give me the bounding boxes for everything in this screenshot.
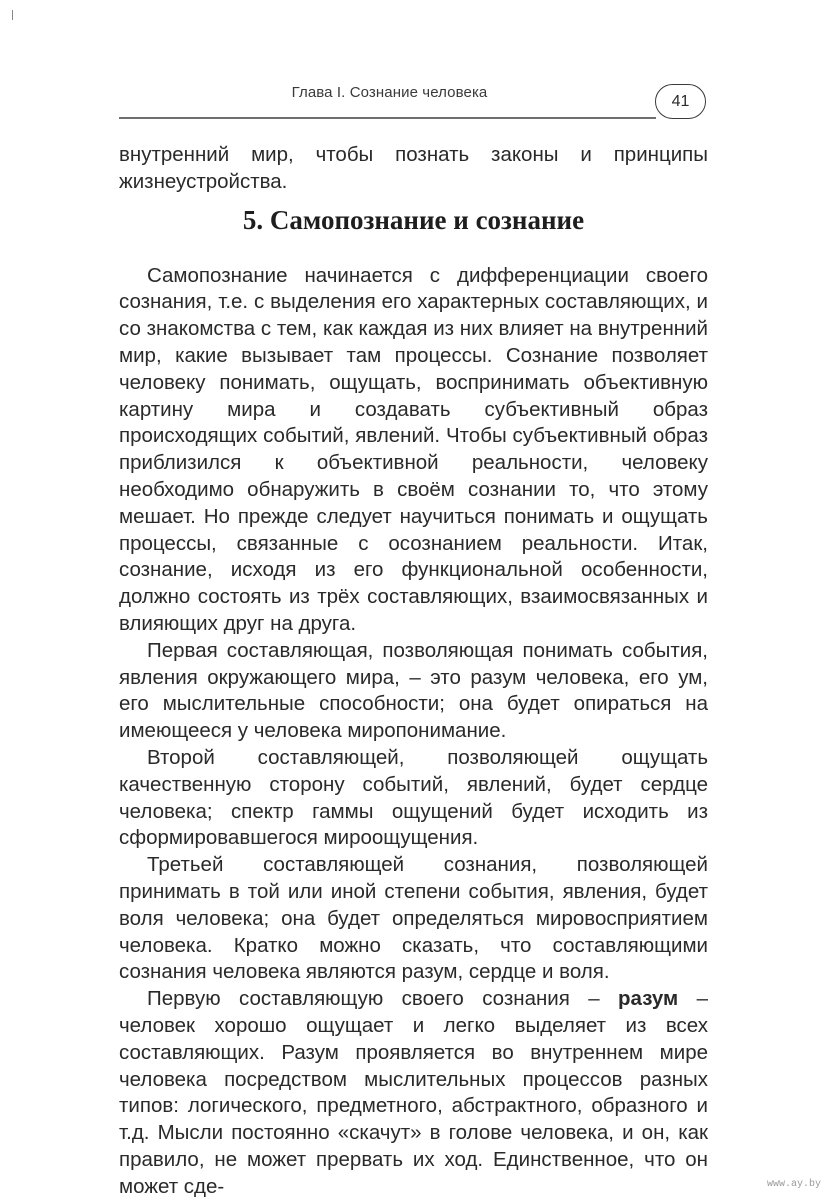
paragraph-2: Первая составляющая, позволяющая понимать события, явления окружающего мира, – это разум человека, его ум, его мыслительные способности; она будет опираться на имеющееся у человека миропонимание. (119, 638, 708, 743)
page-number: 41 (671, 92, 690, 110)
watermark: www.ay.by (766, 1179, 821, 1190)
paragraph-5 (119, 986, 708, 1200)
paragraph-5-start: Первую составляющую своего сознания – (147, 987, 619, 1011)
paragraph-4: Третьей составляющей сознания, позволяющей принимать в той или иной степени события, явления, будет воля человека; она будет определяться мировосприятием человека. Кратко можно сказать, что составляющими сознания человека являются разум, сердце и воля. (119, 853, 708, 984)
running-header-title: Глава I. Сознание человека (291, 84, 488, 101)
section-title: 5. Самопознание и сознание (242, 204, 585, 235)
header-rule (119, 117, 656, 119)
corner-mark (12, 10, 13, 20)
paragraph-1: Самопознание начинается с дифференциации своего сознания, т.е. с выделения его характерных составляющих, и со знакомства с тем, как каждая из них влияет на внутренний мир, какие вызывает там процессы. Сознание позволяет человеку понимать, ощущать, воспринимать объективную картину мира и создавать субъективный образ происходящих событий, явлений. Чтобы субъективный образ приблизился к объективной реальности, человеку необходимо обнаружить в своём сознании то, что этому мешает. Но прежде следует научиться понимать и ощущать процессы, связанные с осознанием реальности. Итак, сознание, исходя из его функциональной особенности, должно состоять из трёх составляющих, взаимосвязанных и влияющих друг на друга. (119, 263, 708, 635)
page-body (119, 142, 708, 1200)
intro-paragraph: внутренний мир, чтобы познать законы и принципы жизнеустройства. (119, 143, 708, 193)
paragraph-3: Второй составляющей, позволяющей ощущать качественную сторону событий, явлений, будет сердце человека; спектр гаммы ощущений будет исходить из сформировавшегося мироощущения. (119, 745, 708, 850)
paragraph-5-end: – человек хорошо ощущает и легко выделяет из всех составляющих. Разум проявляется во внутреннем мире человека посредством мыслительных процессов разных типов: логического, предметного, абстрактного, образного и т.д. Мысли постоянно «скачут» в голове человека, и он, как правило, не может прервать их ход. Единственное, что он может сде- (119, 987, 708, 1198)
bold-term-razum: разум (618, 987, 679, 1011)
page-number-badge (655, 84, 706, 119)
